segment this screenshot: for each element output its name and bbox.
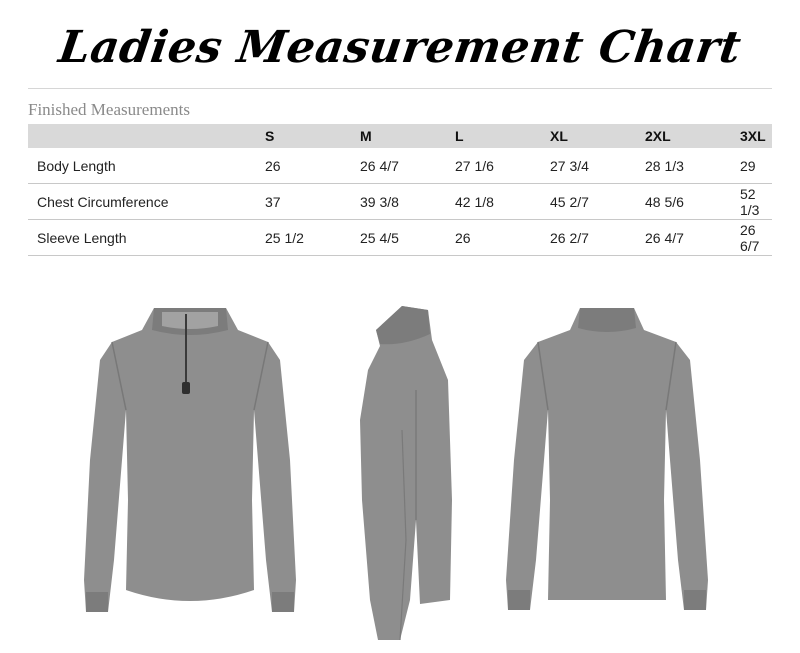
measurement-value: 26 2/7 [542, 220, 637, 256]
measurement-value: 27 3/4 [542, 148, 637, 184]
table-row [28, 220, 772, 256]
table-row [28, 184, 772, 220]
measurement-value: 26 4/7 [352, 148, 447, 184]
table-header-cell: XL [542, 124, 637, 148]
measurement-value: 42 1/8 [447, 184, 542, 220]
side-view [340, 300, 470, 645]
measurement-value: 26 6/7 [732, 220, 772, 256]
table-header-cell: 3XL [732, 124, 772, 148]
table-header-cell: 2XL [637, 124, 732, 148]
section-label: Finished Measurements [28, 100, 190, 119]
page-title: Ladies Measurement Chart [55, 22, 745, 73]
table-row [28, 148, 772, 184]
measurement-name: Chest Circumference [28, 184, 257, 220]
pullover-front-image [82, 300, 298, 620]
front-view [82, 300, 298, 620]
measurement-value: 45 2/7 [542, 184, 637, 220]
pullover-back-image [504, 300, 710, 615]
back-view [504, 300, 710, 615]
measurement-value: 27 1/6 [447, 148, 542, 184]
measurement-value: 26 [257, 148, 352, 184]
measurement-value: 28 1/3 [637, 148, 732, 184]
table-header-cell: S [257, 124, 352, 148]
measurement-name: Sleeve Length [28, 220, 257, 256]
table-header-row [28, 124, 772, 148]
measurement-value: 26 4/7 [637, 220, 732, 256]
measurement-value: 29 [732, 148, 772, 184]
table-header-cell [28, 124, 257, 148]
measurement-value: 37 [257, 184, 352, 220]
measurement-value: 48 5/6 [637, 184, 732, 220]
measurement-value: 52 1/3 [732, 184, 772, 220]
measurement-value: 26 [447, 220, 542, 256]
measurement-table [28, 124, 772, 256]
measurement-value: 25 4/5 [352, 220, 447, 256]
measurement-value: 39 3/8 [352, 184, 447, 220]
table-header-cell: L [447, 124, 542, 148]
measurement-name: Body Length [28, 148, 257, 184]
title-divider [28, 88, 772, 89]
measurement-value: 25 1/2 [257, 220, 352, 256]
table-header-cell: M [352, 124, 447, 148]
pullover-side-image [340, 300, 470, 645]
